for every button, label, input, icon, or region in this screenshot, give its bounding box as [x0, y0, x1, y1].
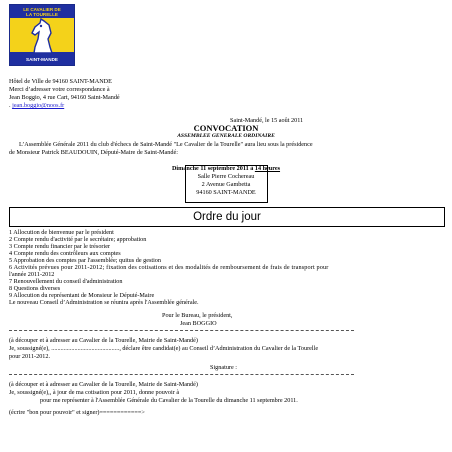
form2-detach-note: (à découper et à adresser au Cavalier de la Tourelle, Mairie de Saint-Mandé): [9, 381, 198, 388]
logo-text-bottom: SAINT-MANDE: [26, 57, 58, 62]
agenda-item: Le nouveau Conseil d’Administration se réunira après l'Assemblée générale.: [9, 299, 199, 306]
intro-line-1: L’Assemblée Générale 2011 du club d'échecs de Saint-Mandé "Le Cavalier de la Tourelle" aura lieu sous la présidence: [19, 141, 313, 148]
meeting-time: 14 heures: [254, 165, 281, 172]
date-line: Saint-Mandé, le 15 août 2011: [230, 117, 304, 124]
agenda-item: 3 Compte rendu financier par le trésorier: [9, 243, 111, 250]
meeting-city: 94160 SAINT-MANDE: [196, 189, 256, 196]
intro-line-2: de Monsieur Patrick BEAUDOUIN, Député-Maire de Saint-Mandé:: [9, 149, 178, 156]
agenda-item: 8 Questions diverses: [9, 285, 61, 292]
agenda-item: 6 Activités prévues pour 2011-2012; fixation des cotisations et des modalités de remboursement de frais de transport pour: [9, 264, 329, 271]
form2-proxy-line-2: pour me représenter à l'Assemblée Générale du Cavalier de la Tourelle du dimanche 11 septembre 2011.: [40, 397, 298, 404]
signoff-name: Jean BOGGIO: [180, 320, 217, 327]
signoff-line-1: Pour le Bureau, le président,: [162, 312, 233, 319]
meeting-datetime: Dimanche 11 septembre 2011 à 14 heures: [171, 165, 281, 172]
club-logo: [9, 4, 75, 66]
meeting-venue: Salle Pierre Cochereau: [197, 173, 255, 180]
form1-detach-note: (à découper et à adresser au Cavalier de la Tourelle, Mairie de Saint-Mandé): [9, 337, 198, 344]
agenda-item: 9 Allocution du représentant de Monsieur le Député-Maire: [9, 292, 155, 299]
cut-line: [9, 330, 354, 331]
sender-note: Merci d’adresser votre correspondance à: [9, 86, 110, 93]
agenda-item: 7 Renouvellement du conseil d'administration: [9, 278, 123, 285]
agenda-item: 5 Approbation des comptes par l'assemblée; quitus de gestion: [9, 257, 161, 264]
sender-address: Hôtel de Ville de 94160 SAINT-MANDE: [9, 78, 112, 85]
agenda-item: 2 Compte rendu d'activité par le secrétaire; approbation: [9, 236, 147, 243]
agenda-title: Ordre du jour: [9, 207, 445, 227]
sender-email-link[interactable]: jean.boggio@noos.fr: [12, 102, 65, 109]
sender-contact: Jean Boggio, 4 rue Cart, 94160 Saint-Mandé: [9, 94, 120, 101]
logo-text-top: LE CAVALIER DE LA TOURELLE: [23, 7, 61, 17]
form1-signature-label: Signature :: [210, 364, 237, 371]
meeting-street: 2 Avenue Gambetta: [201, 181, 251, 188]
form2-sign-instruction: (écrire "bon pour pouvoir" et signer)============>: [9, 409, 145, 416]
cut-line: [9, 374, 354, 375]
sender-email-row: . jean.boggio@noos.fr: [9, 102, 65, 109]
page-subtitle: ASSEMBLEE GENERALE ORDINAIRE: [177, 133, 275, 139]
form1-candidate-line: Je, soussigné(e), ............................................, déclare être candidat(e) au Conseil d’Administration du Cavalier de la Tourelle: [9, 345, 319, 352]
chess-knight-icon: [26, 17, 60, 55]
agenda-item: l'année 2011-2012: [9, 271, 55, 278]
agenda-item: 4 Compte rendu des contrôleurs aux comptes: [9, 250, 121, 257]
form1-candidate-line-2: pour 2011-2012.: [9, 353, 51, 360]
page-title: CONVOCATION: [193, 123, 259, 133]
form2-proxy-line: Je, soussigné(e),, à jour de ma cotisation pour 2011, donne pouvoir à: [9, 389, 180, 396]
agenda-item: 1 Allocution de bienvenue par le président: [9, 229, 114, 236]
